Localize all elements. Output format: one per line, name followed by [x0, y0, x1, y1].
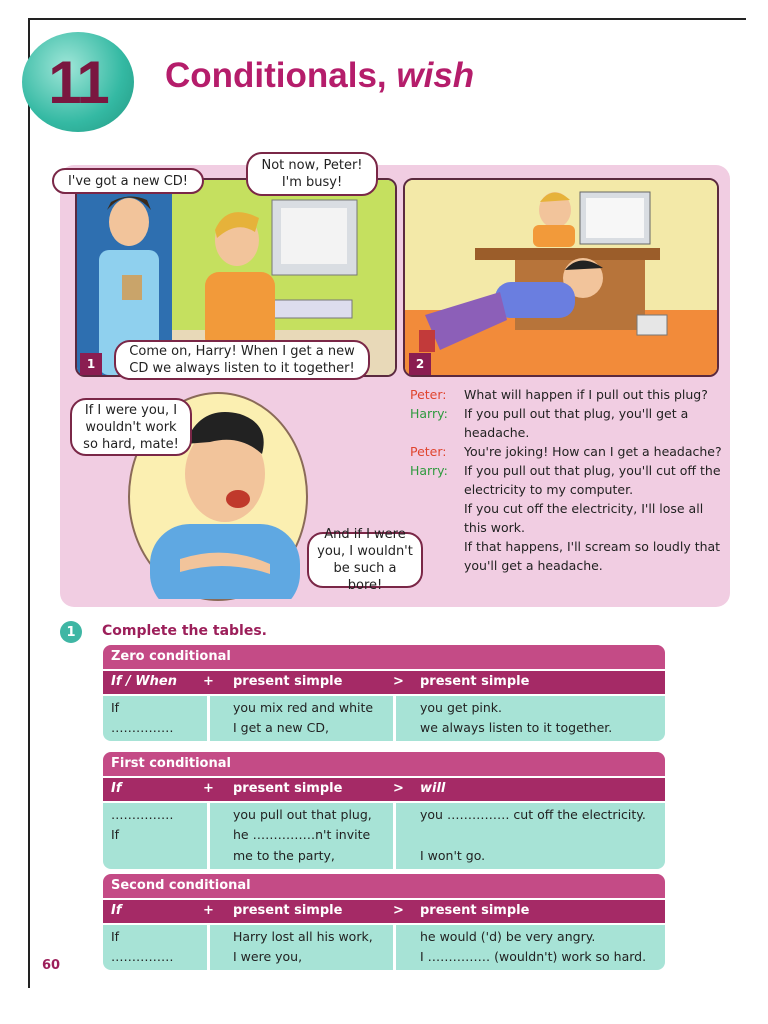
panel-1-number: 1	[80, 353, 102, 375]
dialogue-line	[410, 442, 725, 461]
unit-number: 11	[48, 48, 108, 116]
header-col-3: will	[420, 781, 446, 796]
cell: I won't go.	[420, 848, 486, 863]
speaker-label	[410, 499, 464, 537]
comic-panel-2	[403, 178, 719, 377]
speech-bubble-new-cd: I've got a new CD!	[52, 168, 204, 194]
cell: If	[111, 929, 120, 944]
speaker-label: Peter:	[410, 387, 447, 402]
title-main: Conditionals,	[165, 56, 387, 95]
dialogue-block	[410, 385, 725, 575]
dialogue-line	[410, 499, 725, 537]
cell: If	[111, 827, 120, 842]
dialogue-text: What will happen if I pull out this plug?	[464, 387, 708, 402]
dialogue-line	[410, 537, 725, 575]
table-body	[103, 925, 665, 970]
header-col-1: If / When	[111, 674, 177, 689]
table-body	[103, 803, 665, 869]
table-header	[103, 671, 665, 694]
page-title	[165, 56, 474, 96]
cell: we always listen to it together.	[420, 720, 613, 735]
panel-2-number: 2	[409, 353, 431, 375]
cell: you …………… cut off the electricity.	[420, 807, 646, 822]
cell: you get pink.	[420, 700, 502, 715]
second-conditional-table	[103, 874, 665, 970]
header-plus: +	[203, 903, 214, 918]
speaker-label	[410, 537, 464, 575]
title-wish: wish	[396, 56, 475, 95]
cell: you pull out that plug,	[233, 807, 372, 822]
page-number: 60	[42, 958, 61, 973]
header-gt: >	[393, 903, 404, 918]
header-col-2: present simple	[233, 781, 343, 796]
dialogue-line	[410, 404, 725, 442]
table-title: First conditional	[103, 752, 665, 776]
first-conditional-table	[103, 752, 665, 869]
header-col-1: If	[111, 781, 122, 796]
header-col-3: present simple	[420, 903, 530, 918]
dialogue-text: If you pull out that plug, you'll cut off the electricity to my computer.	[464, 463, 721, 497]
blank-cell: ……………	[111, 949, 174, 964]
table-title: Zero conditional	[103, 645, 665, 669]
dialogue-text: If you pull out that plug, you'll get a headache.	[464, 406, 689, 440]
cell: he would ('d) be very angry.	[420, 929, 596, 944]
page-frame-top	[28, 18, 746, 20]
cell: he ……………n't invite	[233, 827, 371, 842]
table-body	[103, 696, 665, 741]
panel-2-illustration	[405, 180, 717, 375]
cell: I get a new CD,	[233, 720, 329, 735]
blank-cell: ……………	[111, 807, 174, 822]
header-gt: >	[393, 674, 404, 689]
dialogue-text: You're joking! How can I get a headache?	[464, 444, 722, 459]
cell: If	[111, 700, 120, 715]
unit-badge	[22, 32, 134, 132]
speaker-label: Peter:	[410, 444, 447, 459]
cell: I …………… (wouldn't) work so hard.	[420, 949, 647, 964]
header-col-3: present simple	[420, 674, 530, 689]
cell: Harry lost all his work,	[233, 929, 373, 944]
dialogue-line	[410, 461, 725, 499]
exercise-title: Complete the tables.	[102, 623, 267, 639]
header-col-1: If	[111, 903, 122, 918]
header-plus: +	[203, 781, 214, 796]
dialogue-text: If you cut off the electricity, I'll lose all this work.	[464, 501, 704, 535]
speech-bubble-bore: And if I were you, I wouldn't be such a bore!	[307, 532, 423, 588]
zero-conditional-table	[103, 645, 665, 741]
cell: I were you,	[233, 949, 303, 964]
header-gt: >	[393, 781, 404, 796]
header-col-2: present simple	[233, 903, 343, 918]
header-col-2: present simple	[233, 674, 343, 689]
speech-bubble-come-on: Come on, Harry! When I get a new CD we always listen to it together!	[114, 340, 370, 380]
dialogue-line	[410, 385, 725, 404]
dialogue-text: If that happens, I'll scream so loudly that you'll get a headache.	[464, 539, 721, 573]
speech-bubble-if-i-were-you: If I were you, I wouldn't work so hard, mate!	[70, 398, 192, 456]
table-header	[103, 778, 665, 801]
speaker-label: Harry:	[410, 463, 448, 478]
cell: you mix red and white	[233, 700, 374, 715]
cell: me to the party,	[233, 848, 335, 863]
speech-bubble-not-now: Not now, Peter! I'm busy!	[246, 152, 378, 196]
header-plus: +	[203, 674, 214, 689]
table-title: Second conditional	[103, 874, 665, 898]
blank-cell: ……………	[111, 720, 174, 735]
exercise-number-badge: 1	[60, 621, 82, 643]
page-frame-left	[28, 18, 30, 988]
table-header	[103, 900, 665, 923]
speaker-label: Harry:	[410, 406, 448, 421]
